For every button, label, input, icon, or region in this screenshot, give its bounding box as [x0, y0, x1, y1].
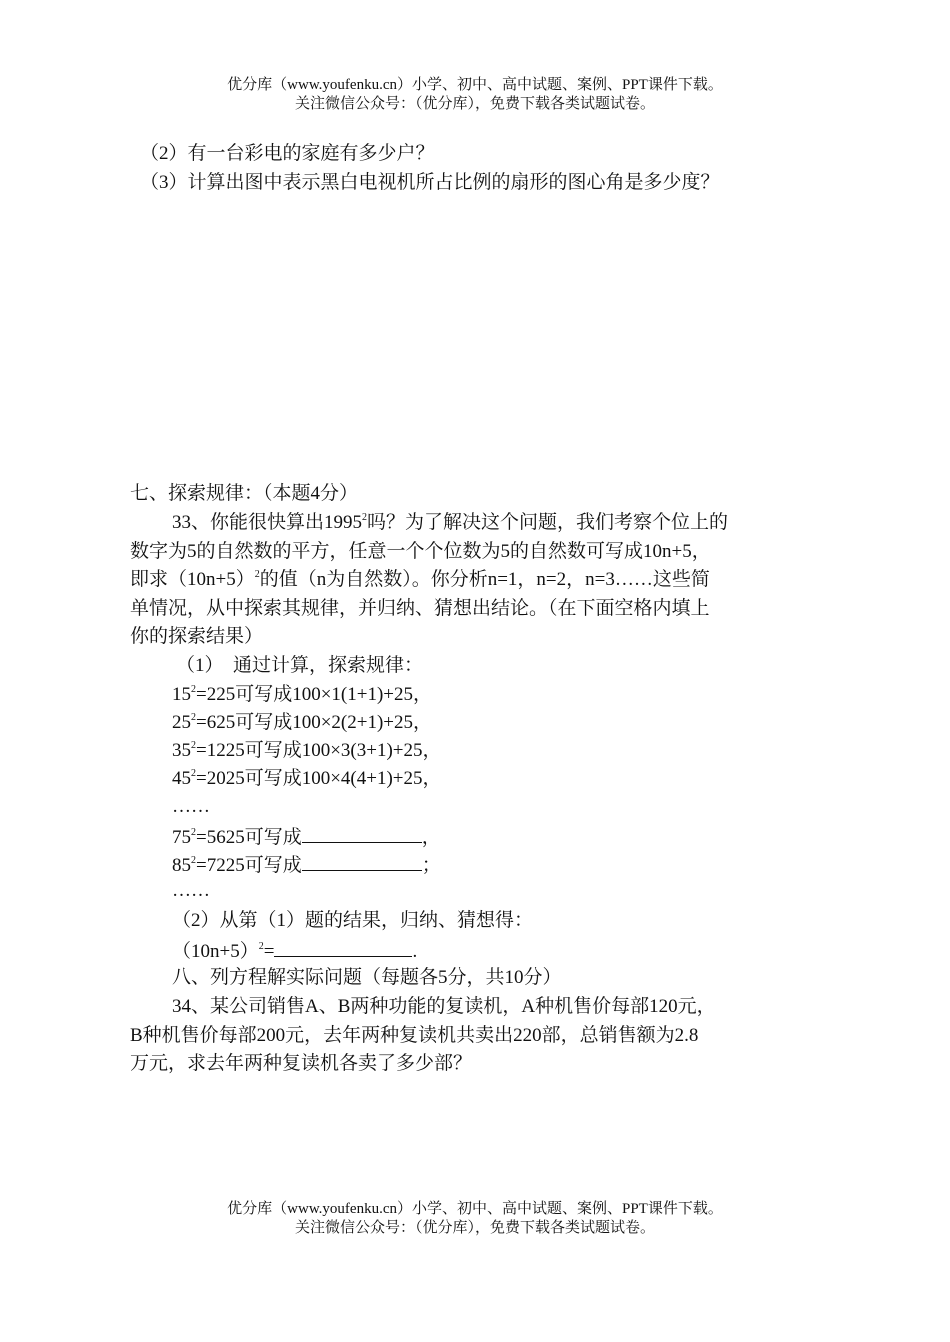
row-rest: =1225可写成100×3(3+1)+25， [196, 740, 442, 761]
q33-intro-sup: 2 [362, 512, 368, 523]
pattern-row [172, 765, 442, 793]
q33-intro-b: 吗？为了解决这个问题，我们考察个位上的 [367, 512, 729, 533]
q34-line1: 34、某公司销售A、B两种功能的复读机，A种机售价每部120元， [172, 996, 716, 1017]
q34-line3: 万元，求去年两种复读机各卖了多少部？ [130, 1053, 473, 1074]
q32-sub2: （2）有一台彩电的家庭有多少户？ [140, 143, 435, 164]
formula-end: . [412, 941, 418, 962]
q33-formula [172, 936, 417, 966]
row-base: 45 [172, 768, 191, 789]
row-sup: 2 [191, 712, 196, 723]
blank-row [172, 850, 441, 880]
row-sup: 2 [191, 827, 196, 838]
q33-part1-label: （1） 通过计算，探索规律： [176, 655, 424, 676]
formula-b: = [263, 941, 275, 962]
row-base: 25 [172, 712, 191, 733]
row-rest: =625可写成100×2(2+1)+25， [196, 712, 433, 733]
q32-sub3: （3）计算出图中表示黑白电视机所占比例的扇形的图心角是多少度？ [140, 172, 720, 193]
row-base: 15 [172, 684, 191, 705]
answer-blank[interactable] [302, 850, 422, 871]
ellipsis-1: …… [172, 796, 210, 817]
page-header [0, 76, 950, 114]
q33-line3-a: 即求（10n+5） [130, 569, 255, 590]
footer-line-1: 优分库（www.youfenku.cn）小学、初中、高中试题、案例、PPT课件下载。 [227, 1201, 723, 1217]
q33-intro-a: 33、你能很快算出1995 [172, 512, 363, 533]
row-base: 35 [172, 740, 191, 761]
row-sup: 2 [191, 855, 196, 866]
row-rest: =225可写成100×1(1+1)+25， [196, 684, 433, 705]
row-sup: 2 [191, 684, 196, 695]
answer-blank[interactable] [302, 822, 422, 843]
row-rest: =7225可写成 [196, 855, 302, 876]
answer-blank[interactable] [274, 936, 412, 957]
q33-part2-label: （2）从第（1）题的结果，归纳、猜想得： [172, 910, 534, 931]
header-line-1: 优分库（www.youfenku.cn）小学、初中、高中试题、案例、PPT课件下载。 [227, 77, 723, 93]
pattern-row [172, 681, 432, 709]
formula-sup: 2 [258, 941, 264, 952]
q34-line2: B种机售价每部200元，去年两种复读机共卖出220部，总销售额为2.8 [130, 1025, 699, 1046]
footer-line-2: 关注微信公众号：（优分库），免费下载各类试题试卷。 [294, 1220, 655, 1236]
q33-line4: 单情况，从中探索其规律，并归纳、猜想出结论。（在下面空格内填上 [130, 598, 710, 619]
row-sup: 2 [191, 768, 196, 779]
q33-line3-sup: 2 [254, 569, 260, 580]
header-line-2: 关注微信公众号：（优分库），免费下载各类试题试卷。 [294, 96, 655, 112]
pattern-row [172, 737, 442, 765]
q33-line1 [172, 509, 728, 537]
row-end: ， [421, 827, 441, 848]
row-end: ； [421, 855, 441, 876]
q33-line3-b: 的值（n为自然数）。你分析n=1，n=2，n=3……这些简 [259, 569, 710, 590]
ellipsis-2: …… [172, 880, 210, 901]
q33-line2: 数字为5的自然数的平方，任意一个个位数为5的自然数可写成10n+5， [130, 541, 711, 562]
row-base: 75 [172, 827, 191, 848]
page-footer [0, 1200, 950, 1238]
row-rest: =2025可写成100×4(4+1)+25， [196, 768, 442, 789]
blank-row [172, 822, 441, 852]
q33-line5: 你的探索结果） [130, 626, 264, 647]
row-rest: =5625可写成 [196, 827, 302, 848]
pattern-row [172, 709, 432, 737]
row-base: 85 [172, 855, 191, 876]
row-sup: 2 [191, 740, 196, 751]
q33-line3 [130, 566, 710, 594]
formula-a: （10n+5） [172, 941, 259, 962]
section7-heading: 七、探索规律：（本题4分） [130, 483, 359, 504]
section8-heading: 八、列方程解实际问题（每题各5分，共10分） [172, 967, 562, 988]
